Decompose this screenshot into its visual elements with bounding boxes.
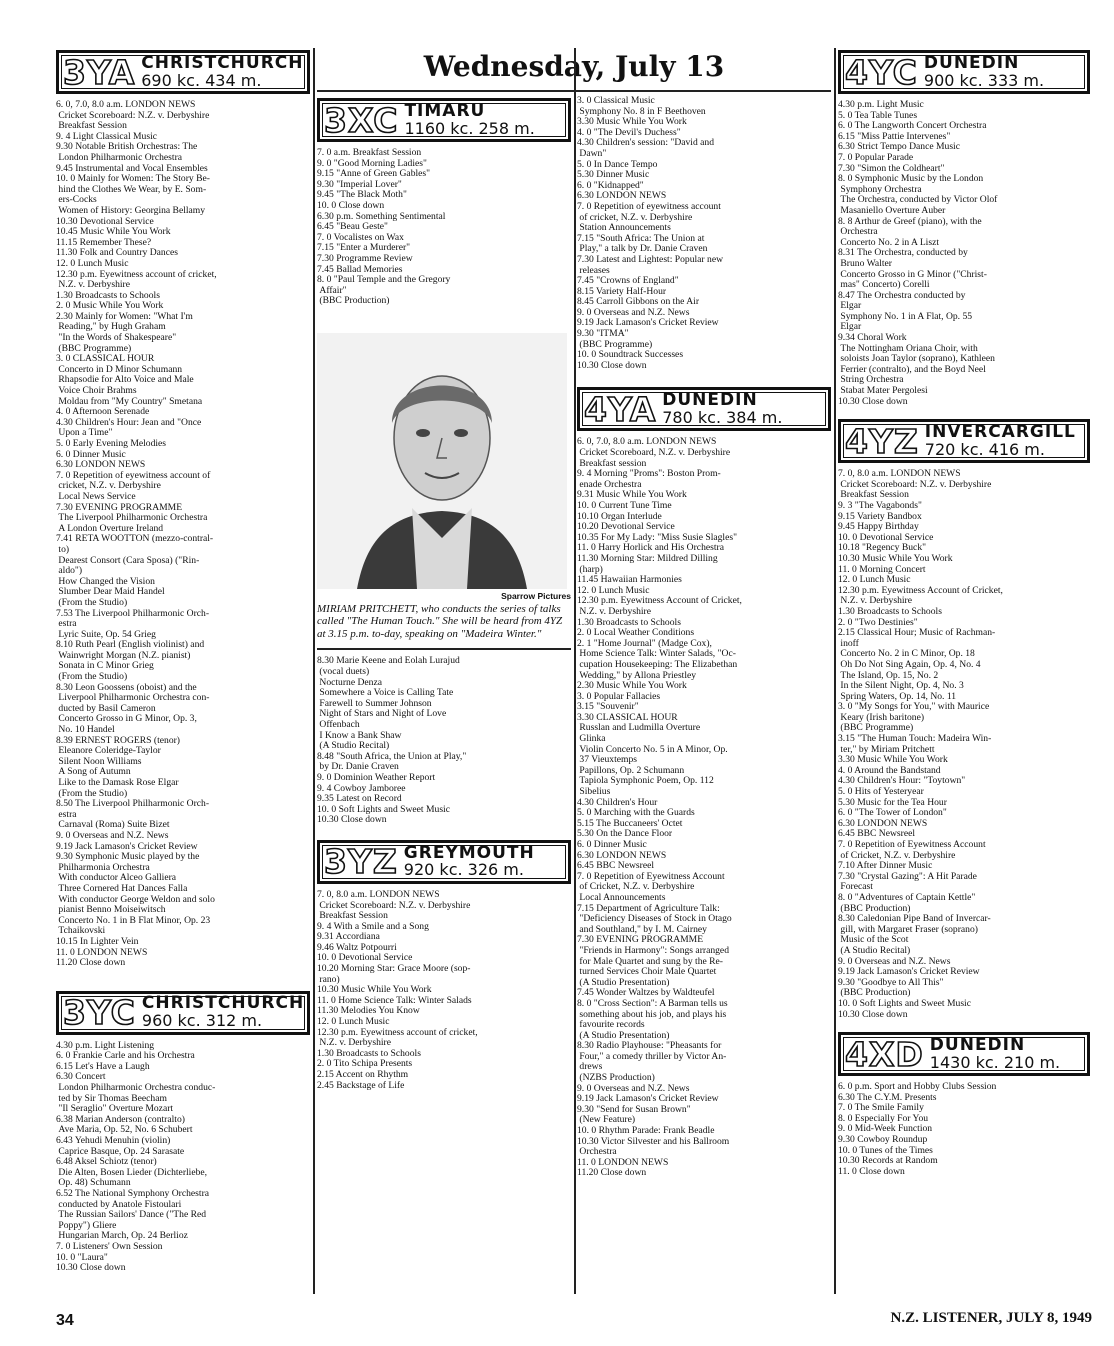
column-2	[317, 96, 571, 1091]
station-city: DUNEDIN	[662, 390, 758, 411]
station-header-3yz	[317, 840, 571, 884]
programme-listing-3xc-evening: 8.30 Marie Keene and Eolah Lurajud (vocal duets) Nocturne Denza Somewhere a Voice is Calling Tate Farewell to Summer Johnson Night of Stars and Night of Love Offenbach I Know a Bank Shaw (A Studio Recital) 8.48 "South Africa, the Union at Play," by Dr. Danie Craven 9. 0 Dominion Weather Report 9. 4 Cowboy Jamboree 9.35 Latest on Record 10. 0 Soft Lights and Sweet Music 10.30 Close down	[317, 655, 467, 826]
station-frequency: 780 kc. 384 m.	[662, 407, 783, 427]
station-frequency: 720 kc. 416 m.	[924, 439, 1045, 459]
station-header-4ya	[577, 387, 831, 431]
station-frequency: 960 kc. 312 m.	[141, 1011, 263, 1031]
station-city: CHRISTCHURCH	[141, 993, 305, 1014]
column-4	[838, 48, 1090, 1177]
station-frequency: 920 kc. 326 m.	[403, 860, 524, 880]
column-divider	[574, 48, 576, 1294]
footer-publication: N.Z. LISTENER, JULY 8, 1949	[890, 1310, 1092, 1326]
station-header-4yc	[838, 50, 1090, 94]
station-header-3ya	[56, 50, 310, 94]
programme-listing-4ya: 6. 0, 7.0, 8.0 a.m. LONDON NEWS Cricket Scoreboard, N.Z. v. Derbyshire Breakfast session 9. 4 Morning "Proms": Boston Prom- enade Orchestra 9.31 Music While You Work 10. 0 Current Tune Time 10.10 Organ Interlude 10.20 Devotional Service 10.35 For My Lady: "Miss Susie Slagles" 11. 0 Harry Horlick and His Orchestra 11.30 Morning Star: Mildred Dilling (harp) 11.45 Hawaiian Harmonies 12. 0 Lunch Music 12.30 p.m. Eyewitness Account of Cricket, N.Z. v. Derbyshire 1.30 Broadcasts to Schools 2. 0 Local Weather Conditions 2. 1 "Home Journal" (Madge Cox), Home Science Talk: Winter Salads, "Oc- cupation Housekeeping: The Elizabethan Wedding," by Allona Priestley 2.30 Music While You Work 3. 0 Popular Fallacies 3.15 "Souvenir" 3.30 CLASSICAL HOUR Russlan and Ludmilla Overture Glinka Violin Concerto No. 5 in A Minor, Op. 37 Vieuxtemps Papillons, Op. 2 Schumann Tapiola Symphonic Poem, Op. 112 Sibelius 4.30 Children's Hour 5. 0 Marching with the Guards 5.15 The Buccaneers' Octet 5.30 On the Dance Floor 6. 0 Dinner Music 6.30 LONDON NEWS 6.45 BBC Newsreel 7. 0 Repetition of Eyewitness Account of Cricket, N.Z. v. Derbyshire Local Announcements 7.15 Department of Agriculture Talk: "Deficiency Diseases of Stock in Otago and Southland," by I. M. Cairney 7.30 EVENING PROGRAMME "Friends in Harmony": Songs arranged for Male Quartet and sung by the Re- turned Services Choir Male Quartet (A Studio Presentation) 7.45 Wonder Waltzes by Waldteufel 8. 0 "Cross Section": A Barman tells us something about his job, and plays his favourite records (A Studio Presentation) 8.30 Radio Playhouse: "Pheasants for Four," a comedy thriller by Victor An- drews (NZBS Production) 9. 0 Overseas and N.Z. News 9.19 Jack Lamason's Cricket Review 9.30 "Send for Susan Brown" (New Feature) 10. 0 Rhythm Parade: Frank Beadle 10.30 Victor Silvester and his Ballroom Orchestra 11. 0 LONDON NEWS 11.20 Close down	[577, 436, 742, 1179]
caption-rule	[317, 648, 571, 650]
station-header-3xc	[317, 98, 571, 142]
station-frequency: 1430 kc. 210 m.	[929, 1052, 1061, 1072]
station-frequency: 1160 kc. 258 m.	[404, 118, 535, 138]
station-logo: 3YC	[63, 993, 136, 1033]
column-divider	[313, 48, 315, 1294]
station-logo: 4YZ	[845, 421, 919, 461]
station-city: CHRISTCHURCH	[141, 52, 304, 73]
page-title: Wednesday, July 13	[423, 50, 725, 83]
programme-listing-3ya: 6. 0, 7.0, 8.0 a.m. LONDON NEWS Cricket Scoreboard: N.Z. v. Derbyshire Breakfast Session 9. 4 Light Classical Music 9.30 Notable British Orchestras: The London Philharmonic Orchestra 9.45 Instrumental and Vocal Ensembles 10. 0 Mainly for Women: The Story Be- hind the Clothes We Wear, by E. Som- ers-Cocks Women of History: Georgina Bellamy 10.30 Devotional Service 10.45 Music While You Work 11.15 Remember These? 11.30 Folk and Country Dances 12. 0 Lunch Music 12.30 p.m. Eyewitness account of cricket, N.Z. v. Derbyshire 1.30 Broadcasts to Schools 2. 0 Music While You Work 2.30 Mainly for Women: "What I'm Reading," by Hugh Graham "In the Words of Shakespeare" (BBC Programme) 3. 0 CLASSICAL HOUR Concerto in D Minor Schumann Rhapsodie for Alto Voice and Male Voice Choir Brahms Moldau from "My Country" Smetana 4. 0 Afternoon Serenade 4.30 Children's Hour: Jean and "Once Upon a Time" 5. 0 Early Evening Melodies 6. 0 Dinner Music 6.30 LONDON NEWS 7. 0 Repetition of eyewitness account of cricket, N.Z. v. Derbyshire Local News Service 7.30 EVENING PROGRAMME The Liverpool Philharmonic Orchestra A London Overture Ireland 7.41 RETA WOOTTON (mezzo-contral- to) Dearest Consort (Cara Sposa) ("Rin- aldo") How Changed the Vision Slumber Dear Maid Handel (From the Studio) 7.53 The Liverpool Philharmonic Orch- estra Lyric Suite, Op. 54 Grieg 8.10 Ruth Pearl (English violinist) and Wainwright Morgan (N.Z. pianist) Sonata in C Minor Grieg (From the Studio) 8.30 Leon Goossens (oboist) and the Liverpool Philharmonic Orchestra con- ducted by Basil Cameron Concerto Grosso in G Minor, Op. 3, No. 10 Handel 8.39 ERNEST ROGERS (tenor) Eleanore Coleridge-Taylor Silent Noon Williams A Song of Autumn Like to the Damask Rose Elgar (From the Studio) 8.50 The Liverpool Philharmonic Orch- estra Carnaval (Roma) Suite Bizet 9. 0 Overseas and N.Z. News 9.19 Jack Lamason's Cricket Review 9.30 Symphonic Music played by the Philharmonia Orchestra With conductor Alceo Galliera Three Cornered Hat Dances Falla With conductor George Weldon and solo pianist Benno Moiseiwitsch Concerto No. 1 in B Flat Minor, Op. 23 Tchaikovski 10.15 In Lighter Vein 11. 0 LONDON NEWS 11.20 Close down	[56, 99, 217, 969]
station-header-4yz	[838, 419, 1090, 463]
column-3	[577, 96, 831, 1179]
station-logo: 4YA	[584, 389, 657, 429]
column-divider	[834, 48, 836, 1294]
column-1	[56, 48, 310, 1274]
station-frequency: 900 kc. 333 m.	[923, 70, 1045, 90]
station-city: INVERCARGILL	[924, 421, 1076, 442]
portrait-photo	[317, 333, 567, 589]
photo-credit: Sparrow Pictures	[501, 590, 571, 601]
station-header-4xd	[838, 1032, 1090, 1076]
programme-listing-3yc: 4.30 p.m. Light Listening 6. 0 Frankie Carle and his Orchestra 6.15 Let's Have a Laugh 6.30 Concert London Philharmonic Orchestra conduc- ted by Sir Thomas Beecham "Il Seraglio" Overture Mozart 6.38 Marian Anderson (contralto) Ave Maria, Op. 52, No. 6 Schubert 6.43 Yehudi Menuhin (violin) Caprice Basque, Op. 24 Sarasate 6.48 Aksel Schiotz (tenor) Die Alten, Bosen Lieder (Dichterliebe, Op. 48) Schumann 6.52 The National Symphony Orchestra conducted by Anatole Fistoulari The Russian Sailors' Dance ("The Red Poppy") Gliere Hungarian March, Op. 24 Berlioz 7. 0 Listeners' Own Session 10. 0 "Laura" 10.30 Close down	[56, 1039, 216, 1274]
photo-caption: MIRIAM PRITCHETT, who conducts the series of talks called "The Human Touch." She will be heard from 4YZ at 3.15 p.m. to-day, speaking on "Madeira Winter."	[317, 602, 563, 640]
page-number: 34	[56, 1312, 74, 1329]
title-rule	[317, 90, 831, 92]
portrait-image	[317, 333, 567, 589]
station-frequency: 690 kc. 434 m.	[141, 70, 262, 90]
programme-listing-4xd: 6. 0 p.m. Sport and Hobby Clubs Session 6.30 The C.Y.M. Presents 7. 0 The Smile Family 8. 0 Especially For You 9. 0 Mid-Week Function 9.30 Cowboy Roundup 10. 0 Tunes of the Times 10.30 Records at Random 11. 0 Close down	[838, 1081, 997, 1177]
station-city: GREYMOUTH	[403, 842, 535, 863]
station-logo: 3XC	[324, 100, 399, 140]
station-logo: 4XD	[845, 1034, 924, 1074]
programme-listing-3xc: 7. 0 a.m. Breakfast Session 9. 0 "Good Morning Ladies" 9.15 "Anne of Green Gables" 9.30 "Imperial Lover" 9.45 "The Black Moth" 10. 0 Close down 6.30 p.m. Something Sentimental 6.45 "Beau Geste" 7. 0 Vocalistes on Wax 7.15 "Enter a Murderer" 7.30 Programme Review 7.45 Ballad Memories 8. 0 "Paul Temple and the Gregory Affair" (BBC Production)	[317, 147, 451, 307]
programme-listing-4yz: 7. 0, 8.0 a.m. LONDON NEWS Cricket Scoreboard: N.Z. v. Derbyshire Breakfast Session 9. 3 "The Vagabonds" 9.15 Variety Bandbox 9.45 Happy Birthday 10. 0 Devotional Service 10.18 "Regency Buck" 10.30 Music While You Work 11. 0 Morning Concert 12. 0 Lunch Music 12.30 p.m. Eyewitness Account of Cricket, N.Z. v. Derbyshire 1.30 Broadcasts to Schools 2. 0 "Two Destinies" 2.15 Classical Hour; Music of Rachman- inoff Concerto No. 2 in C Minor, Op. 18 Oh Do Not Sing Again, Op. 4, No. 4 The Island, Op. 15, No. 2 In the Silent Night, Op. 4, No. 3 Spring Waters, Op. 14, No. 11 3. 0 "My Songs for You," with Maurice Keary (Irish baritone) (BBC Programme) 3.15 "The Human Touch: Madeira Win- ter," by Miriam Pritchett 3.30 Music While You Work 4. 0 Around the Bandstand 4.30 Children's Hour: "Toytown" 5. 0 Hits of Yesteryear 5.30 Music for the Tea Hour 6. 0 "The Tower of London" 6.30 LONDON NEWS 6.45 BBC Newsreel 7. 0 Repetition of Eyewitness Account of Cricket, N.Z. v. Derbyshire 7.10 After Dinner Music 7.30 "Crystal Gazing": A Hit Parade Forecast 8. 0 "Adventures of Captain Kettle" (BBC Production) 8.30 Caledonian Pipe Band of Invercar- gill, with Margaret Fraser (soprano) Music of the Scot (A Studio Recital) 9. 0 Overseas and N.Z. News 9.19 Jack Lamason's Cricket Review 9.30 "Goodbye to All This" (BBC Production) 10. 0 Soft Lights and Sweet Music 10.30 Close down	[838, 468, 1003, 1020]
station-logo: 3YA	[63, 52, 136, 92]
station-header-3yc	[56, 991, 310, 1035]
programme-listing-3yz: 7. 0, 8.0 a.m. LONDON NEWS Cricket Scoreboard: N.Z. v. Derbyshire Breakfast Session 9. 4 With a Smile and a Song 9.31 Accordiana 9.46 Waltz Potpourri 10. 0 Devotional Service 10.20 Morning Star: Grace Moore (sop- rano) 10.30 Music While You Work 11. 0 Home Science Talk: Winter Salads 11.30 Melodies You Know 12. 0 Lunch Music 12.30 p.m. Eyewitness account of cricket, N.Z. v. Derbyshire 1.30 Broadcasts to Schools 2. 0 Tito Schipa Presents 2.15 Accent on Rhythm 2.45 Backstage of Life	[317, 888, 478, 1091]
station-logo: 4YC	[845, 52, 918, 92]
programme-listing-3yz-continued: 3. 0 Classical Music Symphony No. 8 in F Beethoven 3.30 Music While You Work 4. 0 "The Devil's Duchess" 4.30 Children's session: "David and Dawn" 5. 0 In Dance Tempo 5.30 Dinner Music 6. 0 "Kidnapped" 6.30 LONDON NEWS 7. 0 Repetition of eyewitness account of cricket, N.Z. v. Derbyshire Station Announcements 7.15 "South Africa: The Union at Play," a talk by Dr. Danie Craven 7.30 Latest and Lightest: Popular new releases 7.45 "Crowns of England" 8.15 Variety Half-Hour 8.45 Carroll Gibbons on the Air 9. 0 Overseas and N.Z. News 9.19 Jack Lamason's Cricket Review 9.30 "ITMA" (BBC Programme) 10. 0 Soundtrack Successes 10.30 Close down	[577, 95, 724, 371]
station-logo: 3YZ	[324, 842, 398, 882]
station-city: DUNEDIN	[929, 1034, 1026, 1055]
station-city: TIMARU	[404, 100, 486, 121]
station-city: DUNEDIN	[923, 52, 1020, 73]
programme-listing-4yc: 4.30 p.m. Light Music 5. 0 Tea Table Tunes 6. 0 The Langworth Concert Orchestra 6.15 "Miss Pattie Intervenes" 6.30 Strict Tempo Dance Music 7. 0 Popular Parade 7.30 "Simon the Coldheart" 8. 0 Symphonic Music by the London Symphony Orchestra The Orchestra, conducted by Victor Olof Masaniello Overture Auber 8. 8 Arthur de Greef (piano), with the Orchestra Concerto No. 2 in A Liszt 8.31 The Orchestra, conducted by Bruno Walter Concerto Grosso in G Minor ("Christ- mas" Concerto) Corelli 8.47 The Orchestra conducted by Elgar Symphony No. 1 in A Flat, Op. 55 Elgar 9.34 Choral Work The Nottingham Oriana Choir, with soloists Joan Taylor (soprano), Kathleen Ferrier (contralto), and the Boyd Neel String Orchestra Stabat Mater Pergolesi 10.30 Close down	[838, 99, 998, 407]
